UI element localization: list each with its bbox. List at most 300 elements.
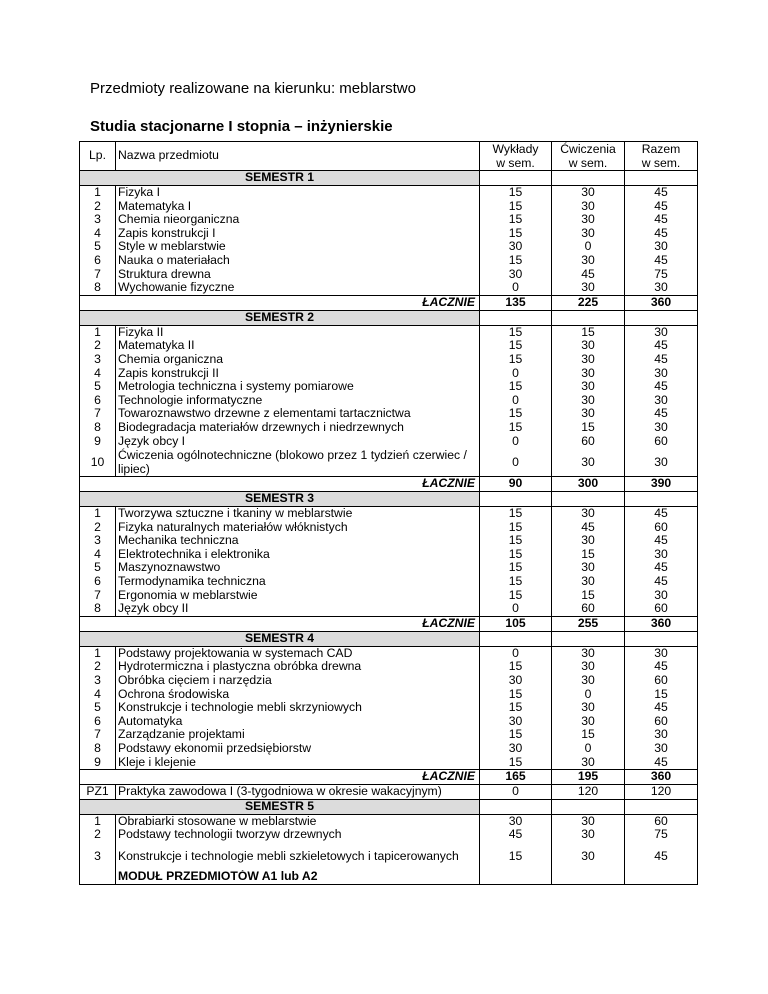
row-lp: 3	[80, 353, 116, 367]
row-lectures: 0	[480, 785, 552, 800]
row-lp: 7	[80, 728, 116, 742]
semester-label: SEMESTR 1	[80, 171, 480, 186]
semester-header-5	[80, 799, 698, 814]
row-lp: 8	[80, 421, 116, 435]
document-subtitle: Studia stacjonarne I stopnia – inżynierskie	[90, 118, 393, 135]
table-row	[80, 507, 698, 521]
row-total: 60	[625, 715, 698, 729]
header-total	[625, 142, 698, 171]
header-exercises-line1: Ćwiczenia	[560, 142, 616, 156]
row-lp: 2	[80, 828, 116, 842]
row-total: 45	[625, 701, 698, 715]
table-row	[80, 589, 698, 603]
row-lectures: 15	[480, 339, 552, 353]
row-lectures: 0	[480, 602, 552, 616]
semester-header-3	[80, 492, 698, 507]
row-total: 45	[625, 660, 698, 674]
module-empty-cell	[625, 870, 698, 884]
row-lp: 1	[80, 325, 116, 339]
row-lp: 1	[80, 186, 116, 200]
row-lectures: 15	[480, 660, 552, 674]
row-lp: 1	[80, 814, 116, 828]
table-row	[80, 240, 698, 254]
semester-gap-cell	[625, 310, 698, 325]
semester-gap-cell	[480, 310, 552, 325]
row-total: 60	[625, 521, 698, 535]
table-row	[80, 435, 698, 449]
table-row	[80, 548, 698, 562]
row-subject-name: Wychowanie fizyczne	[116, 281, 480, 295]
row-total: 30	[625, 281, 698, 295]
table-row	[80, 521, 698, 535]
table-row	[80, 674, 698, 688]
row-subject-name: Podstawy ekonomii przedsiębiorstw	[116, 742, 480, 756]
row-subject-name: Maszynoznawstwo	[116, 561, 480, 575]
table-row	[80, 186, 698, 200]
total-sum: 360	[625, 295, 698, 310]
row-exercises: 30	[552, 254, 625, 268]
table-row	[80, 646, 698, 660]
curriculum-table	[79, 141, 698, 885]
row-lectures: 30	[480, 674, 552, 688]
row-exercises: 0	[552, 240, 625, 254]
row-exercises: 30	[552, 186, 625, 200]
total-exercises: 255	[552, 616, 625, 631]
row-lectures: 15	[480, 213, 552, 227]
total-sum: 360	[625, 770, 698, 785]
header-total-line2: w sem.	[641, 156, 681, 170]
row-total: 15	[625, 688, 698, 702]
row-lectures: 15	[480, 507, 552, 521]
semester-gap-cell	[552, 492, 625, 507]
total-sum: 390	[625, 477, 698, 492]
row-total: 30	[625, 548, 698, 562]
row-lp: 7	[80, 589, 116, 603]
table-row	[80, 842, 698, 870]
row-subject-name: Technologie informatyczne	[116, 394, 480, 408]
semester-gap-cell	[552, 171, 625, 186]
total-exercises: 300	[552, 477, 625, 492]
row-lp: 9	[80, 435, 116, 449]
row-exercises: 45	[552, 268, 625, 282]
total-lectures: 105	[480, 616, 552, 631]
row-subject-name: Elektrotechnika i elektronika	[116, 548, 480, 562]
row-total: 30	[625, 728, 698, 742]
row-lp: 5	[80, 701, 116, 715]
row-lectures: 15	[480, 701, 552, 715]
semester-gap-cell	[480, 492, 552, 507]
row-total: 45	[625, 507, 698, 521]
semester-gap-cell	[552, 799, 625, 814]
row-total: 45	[625, 407, 698, 421]
row-lectures: 15	[480, 561, 552, 575]
row-subject-name: Biodegradacja materiałów drzewnych i niedrzewnych	[116, 421, 480, 435]
table-row	[80, 227, 698, 241]
row-total: 45	[625, 339, 698, 353]
row-lectures: 15	[480, 756, 552, 770]
row-exercises: 30	[552, 561, 625, 575]
row-subject-name: Nauka o materiałach	[116, 254, 480, 268]
row-lp: 4	[80, 227, 116, 241]
row-total: 30	[625, 240, 698, 254]
row-subject-name: Automatyka	[116, 715, 480, 729]
row-lectures: 15	[480, 728, 552, 742]
table-row	[80, 575, 698, 589]
semester-label: SEMESTR 3	[80, 492, 480, 507]
row-lectures: 30	[480, 240, 552, 254]
table-row	[80, 814, 698, 828]
header-exercises-line2: w sem.	[568, 156, 608, 170]
row-subject-name: Ochrona środowiska	[116, 688, 480, 702]
row-lp: 8	[80, 742, 116, 756]
row-exercises: 30	[552, 660, 625, 674]
row-total: 45	[625, 561, 698, 575]
row-exercises: 15	[552, 589, 625, 603]
row-exercises: 30	[552, 715, 625, 729]
module-label: MODUŁ PRZEDMIOTÓW A1 lub A2	[116, 870, 480, 884]
row-total: 60	[625, 814, 698, 828]
row-lectures: 15	[480, 407, 552, 421]
row-lp: 7	[80, 268, 116, 282]
row-total: 45	[625, 254, 698, 268]
table-row	[80, 728, 698, 742]
row-lp: 2	[80, 339, 116, 353]
table-row	[80, 380, 698, 394]
row-exercises: 30	[552, 814, 625, 828]
table-row	[80, 756, 698, 770]
row-exercises: 30	[552, 200, 625, 214]
row-lectures: 0	[480, 394, 552, 408]
table-row	[80, 325, 698, 339]
row-exercises: 30	[552, 213, 625, 227]
row-lp: 1	[80, 646, 116, 660]
table-row	[80, 534, 698, 548]
row-exercises: 60	[552, 435, 625, 449]
row-lectures: 15	[480, 254, 552, 268]
table-row	[80, 742, 698, 756]
row-subject-name: Język obcy II	[116, 602, 480, 616]
row-total: 45	[625, 534, 698, 548]
row-exercises: 30	[552, 674, 625, 688]
row-total: 30	[625, 589, 698, 603]
semester-header-1	[80, 171, 698, 186]
row-subject-name: Zapis konstrukcji II	[116, 367, 480, 381]
table-row	[80, 660, 698, 674]
table-row	[80, 407, 698, 421]
row-exercises: 30	[552, 367, 625, 381]
row-subject-name: Konstrukcje i technologie mebli szkieletowych i tapicerowanych	[116, 842, 480, 870]
table-row	[80, 339, 698, 353]
row-exercises: 30	[552, 507, 625, 521]
semester-gap-cell	[625, 631, 698, 646]
row-exercises: 30	[552, 842, 625, 870]
total-exercises: 225	[552, 295, 625, 310]
row-total: 120	[625, 785, 698, 800]
row-total: 45	[625, 213, 698, 227]
row-lp: 6	[80, 394, 116, 408]
semester-total-row	[80, 616, 698, 631]
table-row	[80, 213, 698, 227]
row-exercises: 30	[552, 281, 625, 295]
row-lectures: 30	[480, 814, 552, 828]
row-subject-name: Chemia nieorganiczna	[116, 213, 480, 227]
row-lp: 2	[80, 521, 116, 535]
row-subject-name: Praktyka zawodowa I (3-tygodniowa w okresie wakacyjnym)	[116, 785, 480, 800]
curriculum-table-body	[80, 142, 698, 885]
row-lp: 5	[80, 380, 116, 394]
row-total: 45	[625, 186, 698, 200]
row-lectures: 30	[480, 742, 552, 756]
row-lectures: 15	[480, 521, 552, 535]
semester-total-row	[80, 770, 698, 785]
table-row	[80, 715, 698, 729]
table-row	[80, 200, 698, 214]
row-lp: 3	[80, 674, 116, 688]
row-exercises: 30	[552, 380, 625, 394]
semester-label: SEMESTR 2	[80, 310, 480, 325]
row-lectures: 15	[480, 575, 552, 589]
row-subject-name: Ćwiczenia ogólnotechniczne (blokowo przez 1 tydzień czerwiec / lipiec)	[116, 448, 480, 477]
row-subject-name: Obrabiarki stosowane w meblarstwie	[116, 814, 480, 828]
semester-total-row	[80, 477, 698, 492]
semester-total-row	[80, 295, 698, 310]
row-lectures: 0	[480, 646, 552, 660]
semester-gap-cell	[625, 799, 698, 814]
row-total: 30	[625, 394, 698, 408]
row-total: 30	[625, 421, 698, 435]
row-lp: 10	[80, 448, 116, 477]
row-total: 60	[625, 602, 698, 616]
row-lectures: 15	[480, 548, 552, 562]
row-exercises: 30	[552, 534, 625, 548]
semester-label: SEMESTR 5	[80, 799, 480, 814]
row-lp: 9	[80, 756, 116, 770]
row-subject-name: Konstrukcje i technologie mebli skrzyniowych	[116, 701, 480, 715]
row-exercises: 15	[552, 548, 625, 562]
row-lectures: 30	[480, 268, 552, 282]
row-lp: 3	[80, 213, 116, 227]
semester-gap-cell	[625, 492, 698, 507]
row-subject-name: Ergonomia w meblarstwie	[116, 589, 480, 603]
table-row	[80, 701, 698, 715]
module-empty-cell	[552, 870, 625, 884]
row-lectures: 45	[480, 828, 552, 842]
row-lp: 5	[80, 240, 116, 254]
total-label: ŁACZNIE	[80, 770, 480, 785]
table-row	[80, 828, 698, 842]
row-lp: 4	[80, 548, 116, 562]
row-lp: 8	[80, 602, 116, 616]
table-row	[80, 254, 698, 268]
row-subject-name: Mechanika techniczna	[116, 534, 480, 548]
total-label: ŁACZNIE	[80, 477, 480, 492]
semester-gap-cell	[480, 631, 552, 646]
document-title: Przedmioty realizowane na kierunku: meblarstwo	[90, 80, 416, 97]
row-subject-name: Towaroznawstwo drzewne z elementami tartacznictwa	[116, 407, 480, 421]
row-lectures: 15	[480, 421, 552, 435]
header-lectures-line1: Wykłady	[492, 142, 539, 156]
row-subject-name: Język obcy I	[116, 435, 480, 449]
row-exercises: 30	[552, 646, 625, 660]
table-row	[80, 421, 698, 435]
row-lectures: 15	[480, 353, 552, 367]
row-subject-name: Metrologia techniczna i systemy pomiarowe	[116, 380, 480, 394]
row-exercises: 60	[552, 602, 625, 616]
row-subject-name: Matematyka II	[116, 339, 480, 353]
row-lectures: 15	[480, 688, 552, 702]
semester-gap-cell	[480, 799, 552, 814]
row-subject-name: Matematyka I	[116, 200, 480, 214]
row-lp: 8	[80, 281, 116, 295]
row-lp: 5	[80, 561, 116, 575]
table-row	[80, 281, 698, 295]
row-subject-name: Chemia organiczna	[116, 353, 480, 367]
row-lectures: 0	[480, 367, 552, 381]
row-lectures: 0	[480, 281, 552, 295]
row-subject-name: Tworzywa sztuczne i tkaniny w meblarstwie	[116, 507, 480, 521]
header-name: Nazwa przedmiotu	[116, 142, 480, 171]
total-lectures: 135	[480, 295, 552, 310]
row-total: 75	[625, 828, 698, 842]
semester-gap-cell	[552, 310, 625, 325]
row-subject-name: Fizyka naturalnych materiałów włóknistych	[116, 521, 480, 535]
row-subject-name: Podstawy projektowania w systemach CAD	[116, 646, 480, 660]
row-exercises: 30	[552, 448, 625, 477]
semester-label: SEMESTR 4	[80, 631, 480, 646]
row-exercises: 15	[552, 421, 625, 435]
row-subject-name: Fizyka I	[116, 186, 480, 200]
table-row	[80, 561, 698, 575]
semester-header-4	[80, 631, 698, 646]
row-lectures: 15	[480, 534, 552, 548]
total-lectures: 165	[480, 770, 552, 785]
row-lp: 7	[80, 407, 116, 421]
row-total: 45	[625, 842, 698, 870]
row-exercises: 30	[552, 575, 625, 589]
row-subject-name: Zapis konstrukcji I	[116, 227, 480, 241]
row-exercises: 120	[552, 785, 625, 800]
row-total: 60	[625, 435, 698, 449]
table-row	[80, 448, 698, 477]
total-label: ŁACZNIE	[80, 616, 480, 631]
row-subject-name: Zarządzanie projektami	[116, 728, 480, 742]
row-lp: 4	[80, 367, 116, 381]
table-row	[80, 353, 698, 367]
semester-gap-cell	[625, 171, 698, 186]
row-total: 45	[625, 200, 698, 214]
row-total: 45	[625, 575, 698, 589]
row-exercises: 30	[552, 227, 625, 241]
row-subject-name: Podstawy technologii tworzyw drzewnych	[116, 828, 480, 842]
total-exercises: 195	[552, 770, 625, 785]
header-lp: Lp.	[80, 142, 116, 171]
row-subject-name: Style w meblarstwie	[116, 240, 480, 254]
row-lectures: 30	[480, 715, 552, 729]
row-lectures: 0	[480, 448, 552, 477]
row-lectures: 15	[480, 200, 552, 214]
row-total: 30	[625, 448, 698, 477]
row-total: 45	[625, 227, 698, 241]
row-exercises: 30	[552, 701, 625, 715]
semester-gap-cell	[552, 631, 625, 646]
row-exercises: 45	[552, 521, 625, 535]
row-subject-name: Obróbka cięciem i narzędzia	[116, 674, 480, 688]
row-lp: 2	[80, 660, 116, 674]
row-exercises: 0	[552, 742, 625, 756]
row-subject-name: Hydrotermiczna i plastyczna obróbka drewna	[116, 660, 480, 674]
table-row	[80, 394, 698, 408]
row-exercises: 15	[552, 325, 625, 339]
semester-header-2	[80, 310, 698, 325]
module-lp	[80, 870, 116, 884]
row-subject-name: Kleje i klejenie	[116, 756, 480, 770]
row-total: 60	[625, 674, 698, 688]
row-lp: 6	[80, 254, 116, 268]
row-lp: 4	[80, 688, 116, 702]
row-lp: PZ1	[80, 785, 116, 800]
table-header-row	[80, 142, 698, 171]
row-lp: 6	[80, 575, 116, 589]
row-exercises: 30	[552, 394, 625, 408]
header-lectures	[480, 142, 552, 171]
row-total: 30	[625, 367, 698, 381]
row-exercises: 15	[552, 728, 625, 742]
table-row	[80, 785, 698, 800]
table-row	[80, 602, 698, 616]
row-exercises: 30	[552, 828, 625, 842]
row-lectures: 15	[480, 589, 552, 603]
row-subject-name: Termodynamika techniczna	[116, 575, 480, 589]
row-total: 45	[625, 353, 698, 367]
row-lectures: 0	[480, 435, 552, 449]
row-total: 75	[625, 268, 698, 282]
row-total: 30	[625, 742, 698, 756]
header-lectures-line2: w sem.	[496, 156, 535, 170]
row-lp: 1	[80, 507, 116, 521]
table-row	[80, 688, 698, 702]
row-lectures: 15	[480, 186, 552, 200]
row-lp: 2	[80, 200, 116, 214]
row-total: 45	[625, 756, 698, 770]
header-exercises	[552, 142, 625, 171]
table-row	[80, 268, 698, 282]
row-lp: 6	[80, 715, 116, 729]
module-row	[80, 870, 698, 884]
semester-gap-cell	[480, 171, 552, 186]
row-subject-name: Fizyka II	[116, 325, 480, 339]
total-sum: 360	[625, 616, 698, 631]
table-row	[80, 367, 698, 381]
row-exercises: 30	[552, 407, 625, 421]
row-lectures: 15	[480, 380, 552, 394]
row-total: 30	[625, 325, 698, 339]
row-exercises: 30	[552, 353, 625, 367]
row-lp: 3	[80, 534, 116, 548]
row-lectures: 15	[480, 842, 552, 870]
total-label: ŁACZNIE	[80, 295, 480, 310]
row-exercises: 30	[552, 756, 625, 770]
row-exercises: 0	[552, 688, 625, 702]
row-lp: 3	[80, 842, 116, 870]
row-exercises: 30	[552, 339, 625, 353]
header-total-line1: Razem	[641, 142, 681, 156]
row-subject-name: Struktura drewna	[116, 268, 480, 282]
row-lectures: 15	[480, 325, 552, 339]
module-empty-cell	[480, 870, 552, 884]
row-lectures: 15	[480, 227, 552, 241]
row-total: 45	[625, 380, 698, 394]
row-total: 30	[625, 646, 698, 660]
